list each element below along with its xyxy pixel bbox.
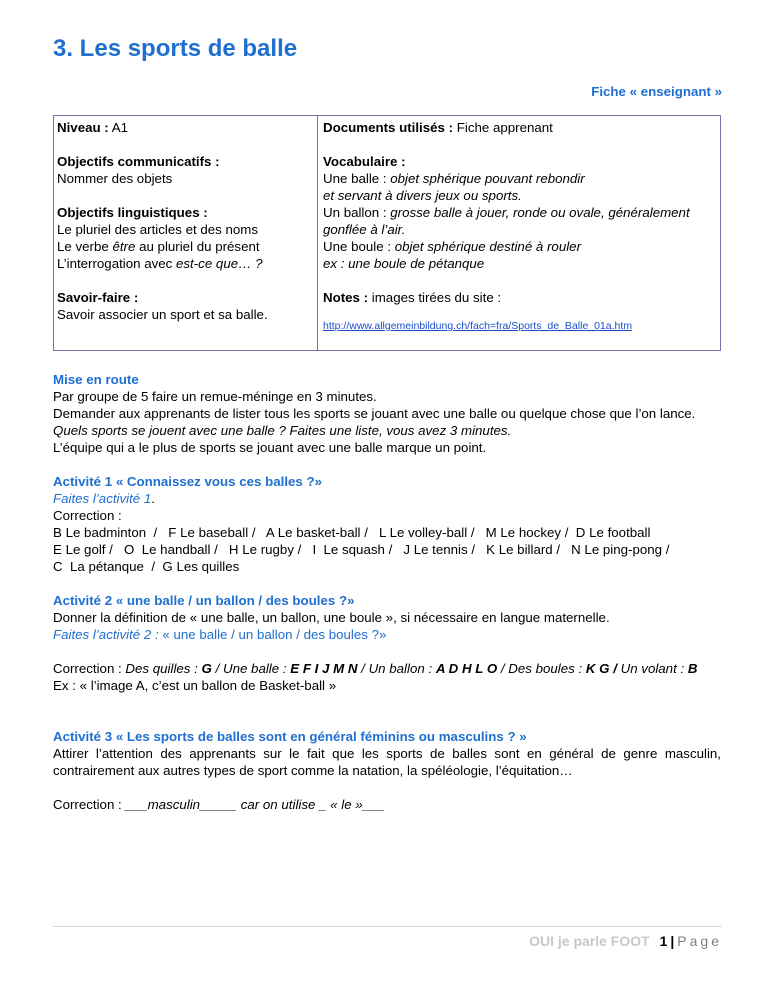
- vocab-line: [323, 204, 718, 221]
- obj-ling-line: [57, 255, 312, 272]
- table-divider: [317, 116, 318, 350]
- act2-example: Ex : « l’image A, c’est un ballon de Basket-ball »: [53, 678, 337, 693]
- footer-brand: OUI je parle FOOT: [529, 933, 650, 949]
- footer-separator: |: [670, 933, 675, 949]
- obj-ling-text: L’interrogation avec: [57, 256, 177, 271]
- vocab-label: Vocabulaire :: [323, 154, 406, 169]
- content-sections: [53, 371, 721, 813]
- notes-label: Notes :: [323, 290, 369, 305]
- mise-line: Quels sports se jouent avec une balle ? Faites une liste, vous avez 3 minutes.: [53, 423, 512, 438]
- act1-line: E Le golf / O Le handball / H Le rugby / I Le squash / J Le tennis / K Le billard / N Le ping-pong /: [53, 542, 670, 557]
- vocab-term: Un ballon :: [323, 205, 391, 220]
- act3-corr-value: ___masculin_____ car on utilise _ « le »___: [125, 797, 385, 812]
- obj-ling-italic: est-ce que… ?: [176, 256, 263, 271]
- obj-ling-text: Le verbe: [57, 239, 113, 254]
- act2-instruction: [53, 626, 721, 643]
- act3-line: Attirer l’attention des apprenants sur le fait que les sports de balles sont en général de genre masculin, contrairement aux autres types de sport comme la natation, la spéléologie, l’équitation…: [53, 746, 721, 778]
- page-label: Page: [677, 933, 722, 949]
- mise-line: Par groupe de 5 faire un remue-méninge en 3 minutes.: [53, 389, 377, 404]
- section-title-activite-2: Activité 2 « une balle / un ballon / des boules ?»: [53, 593, 355, 608]
- act1-instruction-text: Faites l’activité 1: [53, 491, 152, 506]
- act1-line: B Le badminton / F Le baseball / A Le basket-ball / L Le volley-ball / M Le hockey / D Le football: [53, 525, 651, 540]
- obj-ling-italic: être: [112, 239, 136, 254]
- vocab-line: gonflée à l’air.: [323, 222, 406, 237]
- table-left-cell: [57, 119, 312, 323]
- act2-corr-text: Un volant :: [616, 661, 688, 676]
- page-footer: [529, 932, 722, 950]
- mise-line: L’équipe qui a le plus de sports se jouant avec une balle marque un point.: [53, 440, 487, 455]
- act2-corr-answer: K G /: [585, 661, 617, 676]
- page-title: 3. Les sports de balle: [53, 35, 298, 62]
- act3-correction: [53, 796, 721, 813]
- vocab-def: objet sphérique pouvant rebondir: [390, 171, 585, 186]
- act2-line: Donner la définition de « une balle, un ballon, une boule », si nécessaire en langue maternelle.: [53, 610, 610, 625]
- act2-corr-text: Des quilles :: [125, 661, 202, 676]
- act2-corr-text: / Des boules :: [497, 661, 586, 676]
- niveau-label: Niveau :: [57, 120, 109, 135]
- vocab-def: objet sphérique destiné à rouler: [394, 239, 581, 254]
- act1-line: C La pétanque / G Les quilles: [53, 559, 240, 574]
- act2-instruction-quote: « une balle / un ballon / des boules ?»: [158, 627, 387, 642]
- act2-instruction-text: Faites l’activité 2 :: [53, 627, 159, 642]
- page-number: 1: [659, 933, 668, 949]
- notes-url-link[interactable]: http://www.allgemeinbildung.ch/fach=fra/Sports_de_Balle_01a.htm: [323, 320, 633, 332]
- act2-corr-answer: G: [201, 661, 212, 676]
- obj-ling-line: [57, 238, 312, 255]
- docs-label: Documents utilisés :: [323, 120, 454, 135]
- vocab-line: [323, 238, 718, 255]
- act1-correction-label: Correction :: [53, 508, 122, 523]
- docs-row: [323, 119, 718, 136]
- section-title-activite-1: Activité 1 « Connaissez vous ces balles ?»: [53, 474, 323, 489]
- savoir-value: Savoir associer un sport et sa balle.: [57, 307, 268, 322]
- vocab-term: Une balle :: [323, 171, 391, 186]
- docs-value: Fiche apprenant: [453, 120, 553, 135]
- vocab-def: grosse balle à jouer, ronde ou ovale, généralement: [390, 205, 690, 220]
- table-right-cell: [323, 119, 718, 335]
- act2-corr-answer: E F I J M N: [290, 661, 358, 676]
- notes-row: [323, 289, 718, 306]
- vocab-line: et servant à divers jeux ou sports.: [323, 188, 522, 203]
- act1-instruction: [53, 490, 721, 507]
- section-title-mise-en-route: Mise en route: [53, 372, 139, 387]
- act2-correction: [53, 660, 721, 677]
- savoir-label: Savoir-faire :: [57, 290, 139, 305]
- info-table: [53, 115, 721, 351]
- act2-corr-text: / Un ballon :: [357, 661, 436, 676]
- act2-corr-answer: A D H L O: [435, 661, 498, 676]
- act2-corr-label: Correction :: [53, 661, 126, 676]
- obj-comm-label: Objectifs communicatifs :: [57, 154, 220, 169]
- vocab-line: [323, 170, 718, 187]
- act2-corr-text: / Une balle :: [211, 661, 291, 676]
- niveau-value: A1: [108, 120, 128, 135]
- obj-ling-label: Objectifs linguistiques :: [57, 205, 208, 220]
- footer-divider: [53, 926, 722, 927]
- act2-corr-answer: B: [687, 661, 698, 676]
- mise-line: Demander aux apprenants de lister tous les sports se jouant avec une balle ou quelque chose que l’on lance.: [53, 406, 696, 421]
- niveau-row: [57, 119, 312, 136]
- act1-instruction-end: .: [151, 491, 155, 506]
- section-title-activite-3: Activité 3 « Les sports de balles sont en général féminins ou masculins ? »: [53, 729, 527, 744]
- obj-comm-value: Nommer des objets: [57, 171, 173, 186]
- vocab-line: ex : une boule de pétanque: [323, 256, 485, 271]
- notes-value: images tirées du site :: [368, 290, 502, 305]
- fiche-label: Fiche « enseignant »: [591, 84, 722, 99]
- vocab-term: Une boule :: [323, 239, 395, 254]
- obj-ling-text: au pluriel du présent: [135, 239, 260, 254]
- obj-ling-line: Le pluriel des articles et des noms: [57, 222, 259, 237]
- act3-corr-label: Correction :: [53, 797, 126, 812]
